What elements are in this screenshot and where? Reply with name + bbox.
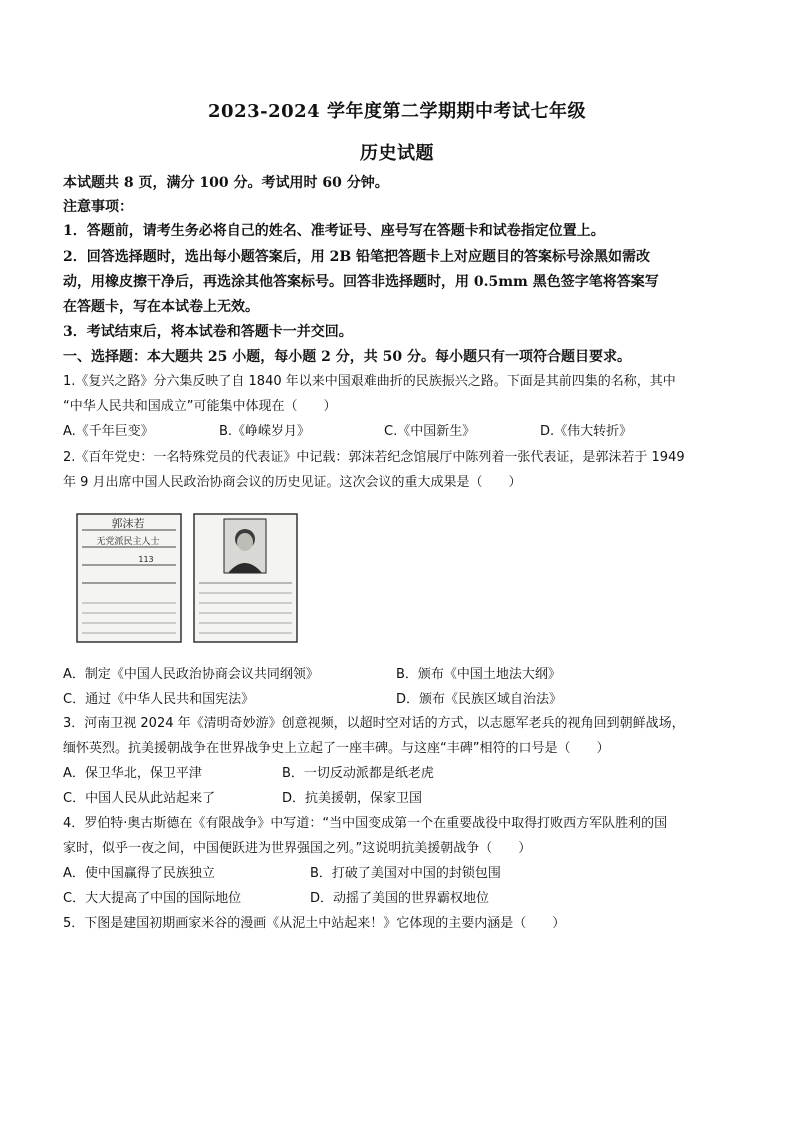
question-2-stem-line-2: 年 9 月出席中国人民政治协商会议的历史见证。这次会议的重大成果是（ ） [63,475,522,490]
question-3-option-b: B．一切反动派都是纸老虎 [282,766,434,781]
question-1-option-c: C.《中国新生》 [384,424,476,439]
question-4-stem-line-2: 家时，似乎一夜之间，中国便跃进为世界强国之列。”这说明抗美援朝战争（ ） [63,841,532,856]
question-4-option-d: D．动摇了美国的世界霸权地位 [310,891,490,906]
notice-title: 注意事项： [63,199,133,215]
exam-subtitle: 历史试题 [360,143,434,164]
rule-2-line-2: 动，用橡皮擦干净后，再选涂其他答案标号。回答非选择题时，用 0.5mm 黑色签字笔将答案写 [63,274,659,290]
question-4-option-c: C．大大提高了中国的国际地位 [63,891,242,906]
question-2-option-b: B．颁布《中国土地法大纲》 [396,667,561,682]
question-1-option-d: D.《伟大转折》 [540,424,633,439]
question-3-stem-line-1: 3．河南卫视 2024 年《清明奇妙游》创意视频，以超时空对话的方式，以志愿军老兵的视角回到朝鲜战场， [63,716,685,731]
exam-info: 本试题共 8 页，满分 100 分。考试用时 60 分钟。 [63,175,389,191]
exam-title: 2023-2024 学年度第二学期期中考试七年级 [208,101,586,122]
question-2-option-a: A．制定《中国人民政治协商会议共同纲领》 [63,667,319,682]
rule-2-line-1: 2．回答选择题时，选出每小题答案后，用 2B 铅笔把答题卡上对应题目的答案标号涂黑如需改 [63,249,651,265]
rule-2-line-3: 在答题卡，写在本试卷上无效。 [63,299,259,315]
rule-3: 3．考试结束后，将本试卷和答题卡一并交回。 [63,324,353,340]
question-1-stem-line-2: “中华人民共和国成立”可能集中体现在（ ） [63,399,337,414]
section-1-heading: 一、选择题：本大题共 25 小题，每小题 2 分，共 50 分。每小题只有一项符合题目要求。 [63,349,631,365]
question-2-option-c: C．通过《中华人民共和国宪法》 [63,692,255,707]
question-5-stem: 5．下图是建国初期画家米谷的漫画《从泥土中站起来！》它体现的主要内涵是（ ） [63,916,566,931]
rule-1: 1．答题前，请考生务必将自己的姓名、准考证号、座号写在答题卡和试卷指定位置上。 [63,223,605,239]
question-1-stem-line-1: 1.《复兴之路》分六集反映了自 1840 年以来中国艰难曲折的民族振兴之路。下面是其前四集的名称，其中 [63,374,676,389]
card-name: 郭沫若 [111,517,145,530]
delegate-card-image [76,513,298,643]
question-1-option-a: A.《千年巨变》 [63,424,154,439]
question-3-stem-line-2: 缅怀英烈。抗美援朝战争在世界战争史上立起了一座丰碑。与这座“丰碑”相符的口号是（ ） [63,741,610,756]
question-3-option-d: D．抗美援朝，保家卫国 [282,791,423,806]
question-4-stem-line-1: 4．罗伯特·奥古斯德在《有限战争》中写道：“当中国变成第一个在重要战役中取得打败西方军队胜利的国 [63,816,668,831]
question-2-stem-line-1: 2.《百年党史：一名特殊党员的代表证》中记载：郭沫若纪念馆展厅中陈列着一张代表证，是郭沫若于 1949 [63,450,685,465]
card-affiliation: 无党派民主人士 [96,537,160,547]
question-2-option-d: D．颁布《民族区域自治法》 [396,692,563,707]
question-1-option-b: B.《峥嵘岁月》 [219,424,311,439]
question-4-option-a: A．使中国赢得了民族独立 [63,866,215,881]
question-3-option-a: A．保卫华北，保卫平津 [63,766,202,781]
question-3-option-c: C．中国人民从此站起来了 [63,791,216,806]
question-4-option-b: B．打破了美国对中国的封锁包围 [310,866,501,881]
card-number: 113 [138,555,154,564]
